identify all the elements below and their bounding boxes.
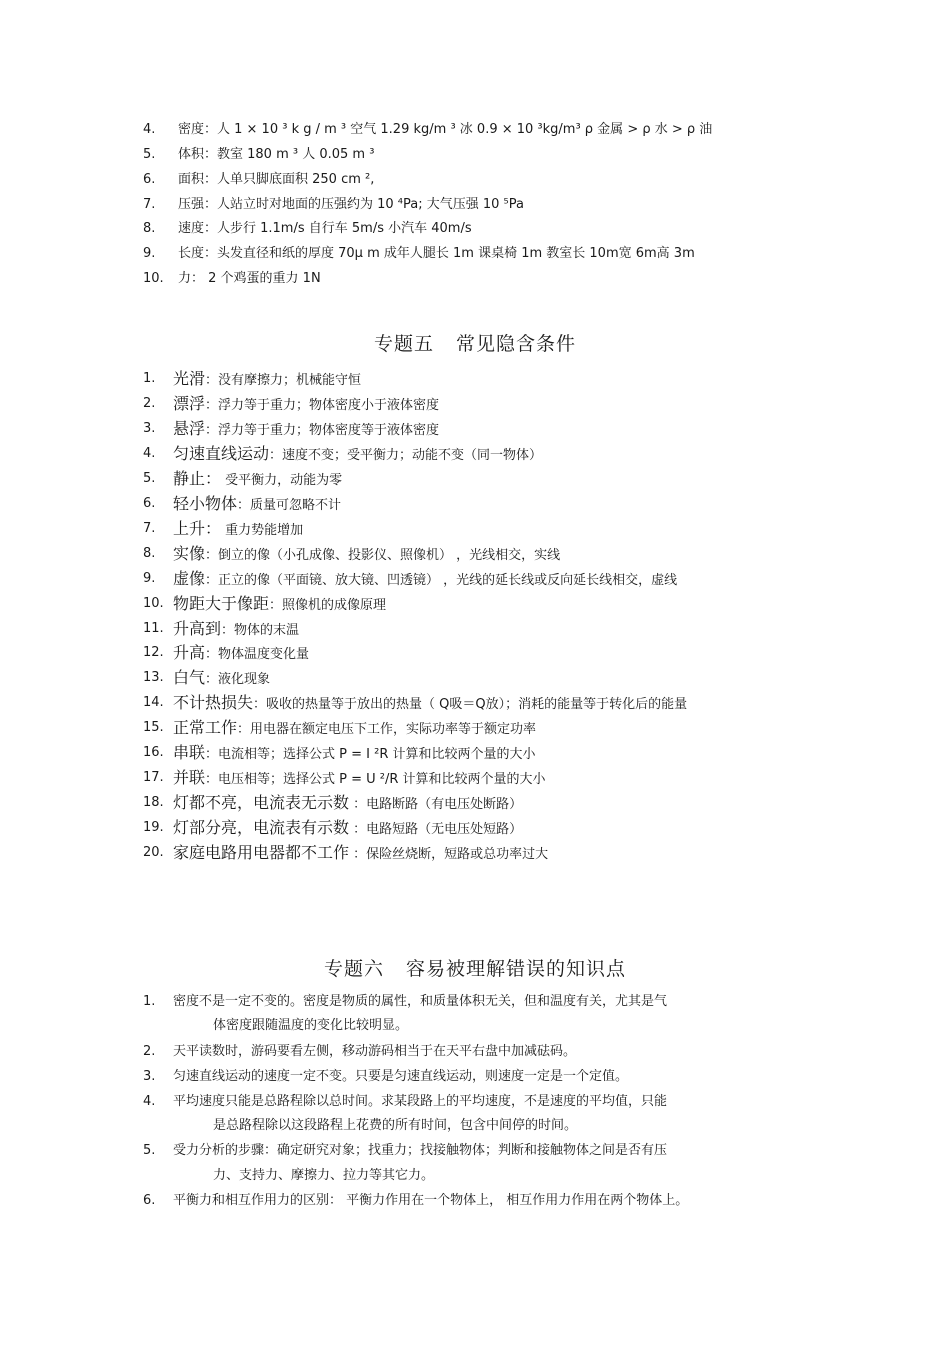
list-item: 15. 正常工作：用电器在额定电压下工作，实际功率等于额定功率 <box>143 718 537 737</box>
section-heading: 专题六 容易被理解错误的知识点 <box>323 958 627 980</box>
list-item: 5. 受力分析的步骤：确定研究对象；找重力；找接触物体；判断和接触物体之间是否有压 力、支持力、摩擦力、拉力等其它力。 <box>143 1143 668 1183</box>
list-item: 14. 不计热损失：吸收的热量等于放出的热量（ Q吸＝Q放）；消耗的能量等于转化后的能量 <box>143 693 688 712</box>
list-item: 10. 力： 2 个鸡蛋的重力 1N <box>143 271 321 286</box>
list-item: 9. 长度：头发直径和纸的厚度 70μ m 成年人腿长 1m 课桌椅 1m 教室长 10m宽 6m高 3m <box>143 246 695 261</box>
list-item: 13. 白气：液化现象 <box>143 668 271 687</box>
list-item: 8. 速度：人步行 1.1m/s 自行车 5m/s 小汽车 40m/s <box>143 221 472 236</box>
list-item: 1. 密度不是一定不变的。密度是物质的属性，和质量体积无关，但和温度有关，尤其是气 体密度跟随温度的变化比较明显。 <box>143 994 668 1033</box>
list-item: 10. 物距大于像距：照像机的成像原理 <box>143 594 387 613</box>
list-item: 17. 并联：电压相等；选择公式 P = U ²/R 计算和比较两个量的大小 <box>143 768 546 787</box>
list-item: 11. 升高到：物体的末温 <box>143 619 300 638</box>
list-item: 8. 实像：倒立的像（小孔成像、投影仪、照像机） ，光线相交，实线 <box>143 544 561 563</box>
list-item: 16. 串联：电流相等；选择公式 P = I ²R 计算和比较两个量的大小 <box>143 743 536 762</box>
list-item: 18. 灯都不亮，电流表无示数 ：电路断路（有电压处断路） <box>143 793 523 812</box>
list-item: 2. 漂浮：浮力等于重力；物体密度小于液体密度 <box>143 394 440 413</box>
section-heading: 专题五 常见隐含条件 <box>373 333 577 355</box>
list-item: 5. 静止： 受平衡力，动能为零 <box>143 469 343 488</box>
list-item: 4. 平均速度只能是总路程除以总时间。求某段路上的平均速度，不是速度的平均值，只能 是总路程除以这段路程上花费的所有时间，包含中间停的时间。 <box>143 1094 668 1133</box>
list-item: 6. 面积：人单只脚底面积 250 cm ², <box>143 172 375 187</box>
list-item: 9. 虚像：正立的像（平面镜、放大镜、凹透镜） ，光线的延长线或反向延长线相交，虚线 <box>143 569 678 588</box>
list-item: 6. 轻小物体：质量可忽略不计 <box>143 494 342 513</box>
list-item: 1. 光滑：没有摩擦力；机械能守恒 <box>143 369 362 388</box>
list-item: 3. 匀速直线运动的速度一定不变。只要是匀速直线运动，则速度一定是一个定值。 <box>143 1069 629 1084</box>
list-item: 4. 密度：人 1 × 10 ³ k g / m ³ 空气 1.29 kg/m ³ 冰 0.9 × 10 ³kg/m³ ρ 金属 > ρ 水 > ρ 油 <box>143 122 713 137</box>
list-item: 4. 匀速直线运动：速度不变；受平衡力；动能不变（同一物体） <box>143 444 543 463</box>
list-item: 5. 体积：教室 180 m ³ 人 0.05 m ³ <box>143 147 375 162</box>
list-item: 20. 家庭电路用电器都不工作 ：保险丝烧断，短路或总功率过大 <box>143 843 549 862</box>
list-item: 12. 升高：物体温度变化量 <box>143 643 310 662</box>
list-item: 7. 上升： 重力势能增加 <box>143 519 304 538</box>
list-item: 2. 天平读数时，游码要看左侧，移动游码相当于在天平右盘中加减砝码。 <box>143 1044 577 1059</box>
list-item: 3. 悬浮：浮力等于重力；物体密度等于液体密度 <box>143 419 440 438</box>
list-item: 6. 平衡力和相互作用力的区别： 平衡力作用在一个物体上， 相互作用力作用在两个物体上。 <box>143 1193 689 1208</box>
list-item: 7. 压强：人站立时对地面的压强约为 10 ⁴Pa; 大气压强 10 ⁵Pa <box>143 197 524 212</box>
list-item: 19. 灯部分亮，电流表有示数 ：电路短路（无电压处短路） <box>143 818 523 837</box>
